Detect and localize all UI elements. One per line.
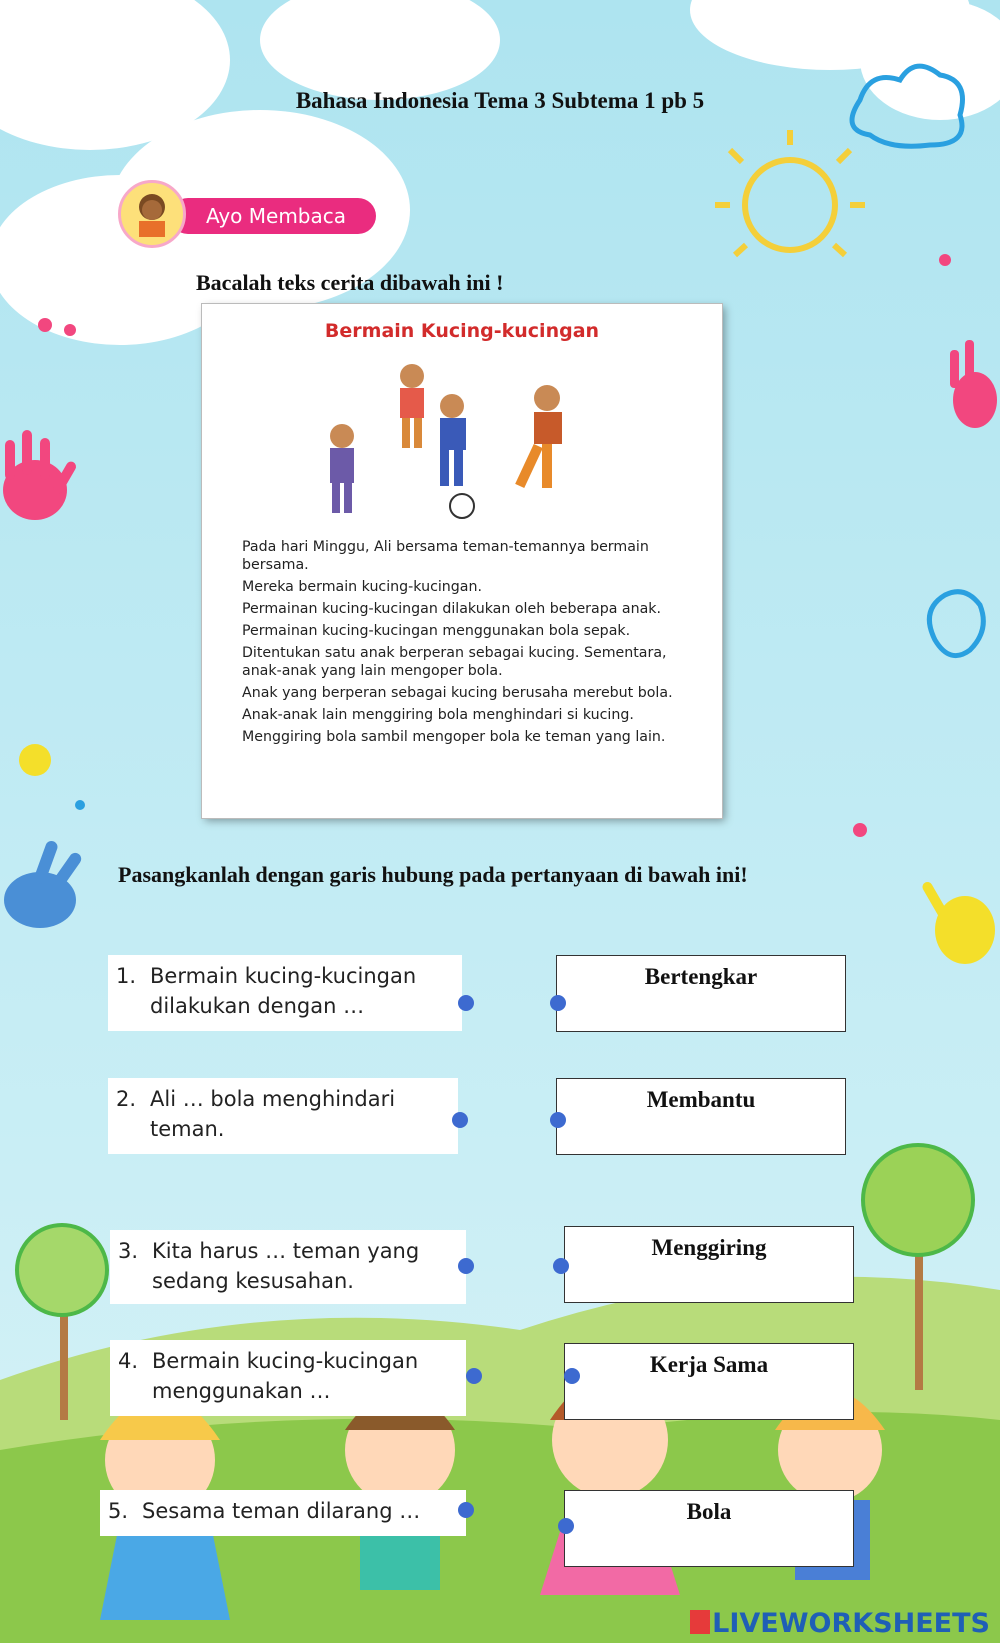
match-instruction: Pasangkanlah dengan garis hubung pada pertanyaan di bawah ini! <box>118 862 748 887</box>
answer-4: Kerja Sama <box>564 1343 854 1420</box>
question-number: 5. <box>108 1499 129 1523</box>
question-2-connector-dot[interactable] <box>452 1112 468 1128</box>
logo-mark-icon <box>690 1610 710 1634</box>
answer-5-connector-dot[interactable] <box>558 1518 574 1534</box>
question-1-connector-dot[interactable] <box>458 995 474 1011</box>
story-paragraph: Anak yang berperan sebagai kucing berusaha merebut bola. <box>242 685 673 701</box>
answer-2-connector-dot[interactable] <box>550 1112 566 1128</box>
question-text: Ali … bola menghindari <box>150 1087 396 1111</box>
story-card <box>202 304 722 818</box>
answer-3: Menggiring <box>564 1226 854 1303</box>
children-playing-illustration <box>302 356 622 526</box>
read-instruction: Bacalah teks cerita dibawah ini ! <box>196 270 504 295</box>
question-text: teman. <box>150 1117 225 1141</box>
question-number: 3. <box>118 1239 139 1263</box>
question-5-connector-dot[interactable] <box>458 1502 474 1518</box>
question-1 <box>108 955 462 1031</box>
answer-4-connector-dot[interactable] <box>564 1368 580 1384</box>
question-number: 4. <box>118 1349 139 1373</box>
question-2 <box>108 1078 458 1154</box>
answer-3-connector-dot[interactable] <box>553 1258 569 1274</box>
question-text: Bermain kucing-kucingan <box>152 1349 419 1373</box>
story-paragraph: Mereka bermain kucing-kucingan. <box>242 579 483 595</box>
question-text: Kita harus … teman yang <box>152 1239 420 1263</box>
ayo-membaca-badge <box>118 180 378 250</box>
liveworksheets-logo[interactable] <box>690 1608 990 1639</box>
story-paragraph: Menggiring bola sambil mengoper bola ke teman yang lain. <box>242 729 666 745</box>
story-paragraph: Anak-anak lain menggiring bola menghindari si kucing. <box>242 707 634 723</box>
badge-label: Ayo Membaca <box>170 198 376 234</box>
answer-1: Bertengkar <box>556 955 846 1032</box>
answer-5: Bola <box>564 1490 854 1567</box>
question-4-connector-dot[interactable] <box>466 1368 482 1384</box>
question-text: dilakukan dengan … <box>150 994 365 1018</box>
question-number: 1. <box>116 964 137 988</box>
story-paragraph: Permainan kucing-kucingan menggunakan bola sepak. <box>242 623 631 639</box>
story-title: Bermain Kucing-kucingan <box>324 320 600 342</box>
question-number: 2. <box>116 1087 137 1111</box>
question-text: menggunakan … <box>152 1379 331 1403</box>
question-text: Sesama teman dilarang … <box>142 1499 421 1523</box>
question-text: Bermain kucing-kucingan <box>150 964 417 988</box>
page-title: Bahasa Indonesia Tema 3 Subtema 1 pb 5 <box>295 88 705 113</box>
question-text: sedang kesusahan. <box>152 1269 354 1293</box>
question-4 <box>110 1340 466 1416</box>
question-3 <box>110 1230 466 1304</box>
reading-child-icon <box>118 180 186 248</box>
story-paragraph: Permainan kucing-kucingan dilakukan oleh beberapa anak. <box>242 601 662 617</box>
story-paragraph: Pada hari Minggu, Ali bersama teman-temannya bermain bersama. <box>242 539 649 573</box>
question-5 <box>100 1490 466 1536</box>
story-paragraph: Ditentukan satu anak berperan sebagai kucing. Sementara, anak-anak yang lain mengoper bola. <box>242 645 667 679</box>
logo-text: LIVEWORKSHEETS <box>712 1608 990 1639</box>
question-3-connector-dot[interactable] <box>458 1258 474 1274</box>
answer-2: Membantu <box>556 1078 846 1155</box>
story-text <box>242 538 702 750</box>
answer-1-connector-dot[interactable] <box>550 995 566 1011</box>
